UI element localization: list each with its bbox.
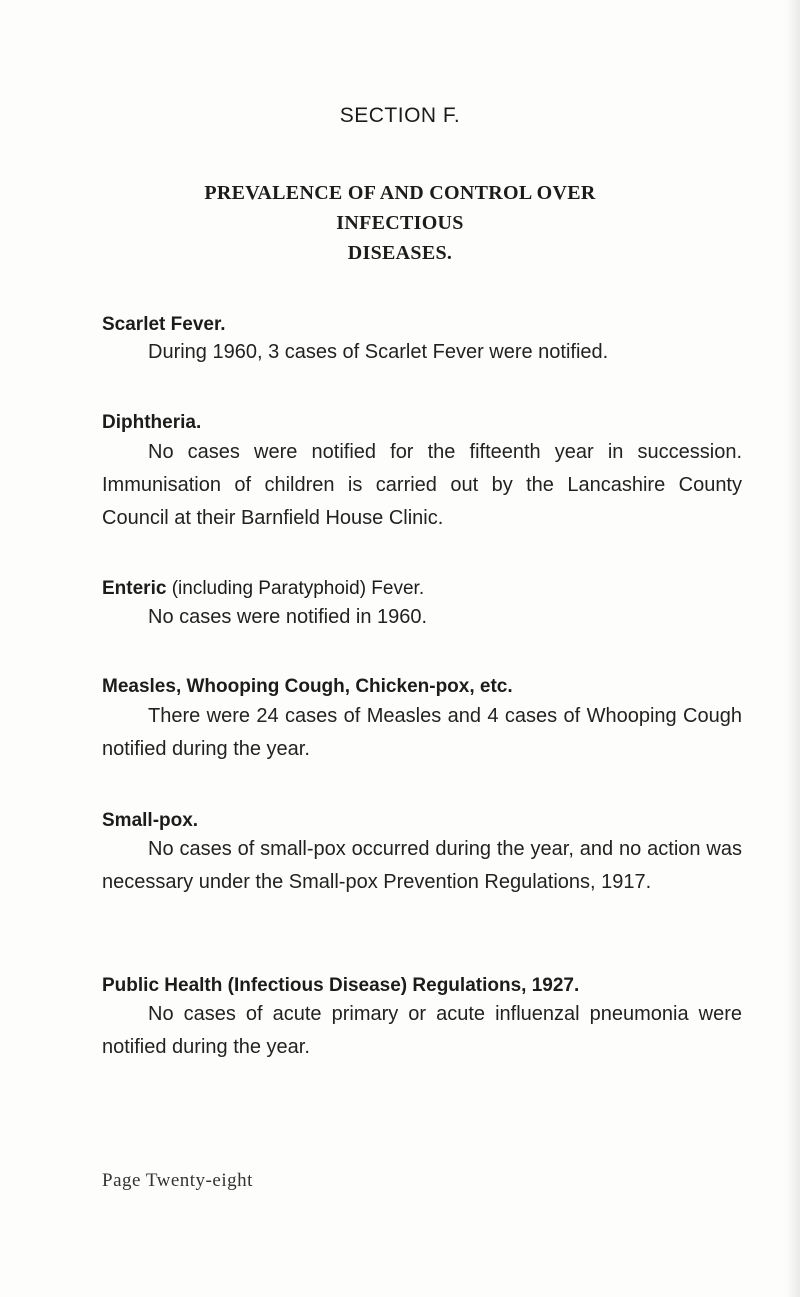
paragraph-diphtheria: No cases were notified for the fifteenth year in succession. Immunisation of children is carried out by the Lancashire County Council at their Barnfield House Clinic. [102, 441, 742, 529]
page-title [150, 178, 650, 268]
title-line-1: PREVALENCE OF AND CONTROL OVER INFECTIOUS [204, 182, 596, 234]
heading-scarlet-fever: Scarlet Fever. [102, 314, 226, 335]
title-line-2: DISEASES. [347, 242, 453, 264]
heading-diphtheria: Diphtheria. [102, 412, 202, 433]
paragraph-measles: There were 24 cases of Measles and 4 cases of Whooping Cough notified during the year. [102, 705, 742, 760]
section-label: SECTION F. [339, 104, 461, 127]
heading-public-health-regulations: Public Health (Infectious Disease) Regulations, 1927. [102, 975, 580, 996]
paragraph-small-pox: No cases of small-pox occurred during the year, and no action was necessary under the Small-pox Prevention Regulations, 1917. [102, 838, 742, 893]
paragraph-scarlet-fever: During 1960, 3 cases of Scarlet Fever were notified. [148, 341, 609, 363]
heading-enteric-fever [102, 578, 424, 600]
paragraph-enteric-fever: No cases were notified in 1960. [148, 606, 428, 628]
heading-enteric-normal: (including Paratyphoid) Fever. [166, 578, 425, 599]
page-edge-shadow [786, 0, 800, 1297]
heading-measles: Measles, Whooping Cough, Chicken-pox, etc. [102, 676, 513, 697]
page-footer: Page Twenty-eight [102, 1170, 253, 1191]
heading-small-pox: Small-pox. [102, 810, 199, 831]
paragraph-public-health-regulations: No cases of acute primary or acute influenzal pneumonia were notified during the year. [102, 1003, 742, 1058]
heading-enteric-bold: Enteric [102, 578, 167, 599]
